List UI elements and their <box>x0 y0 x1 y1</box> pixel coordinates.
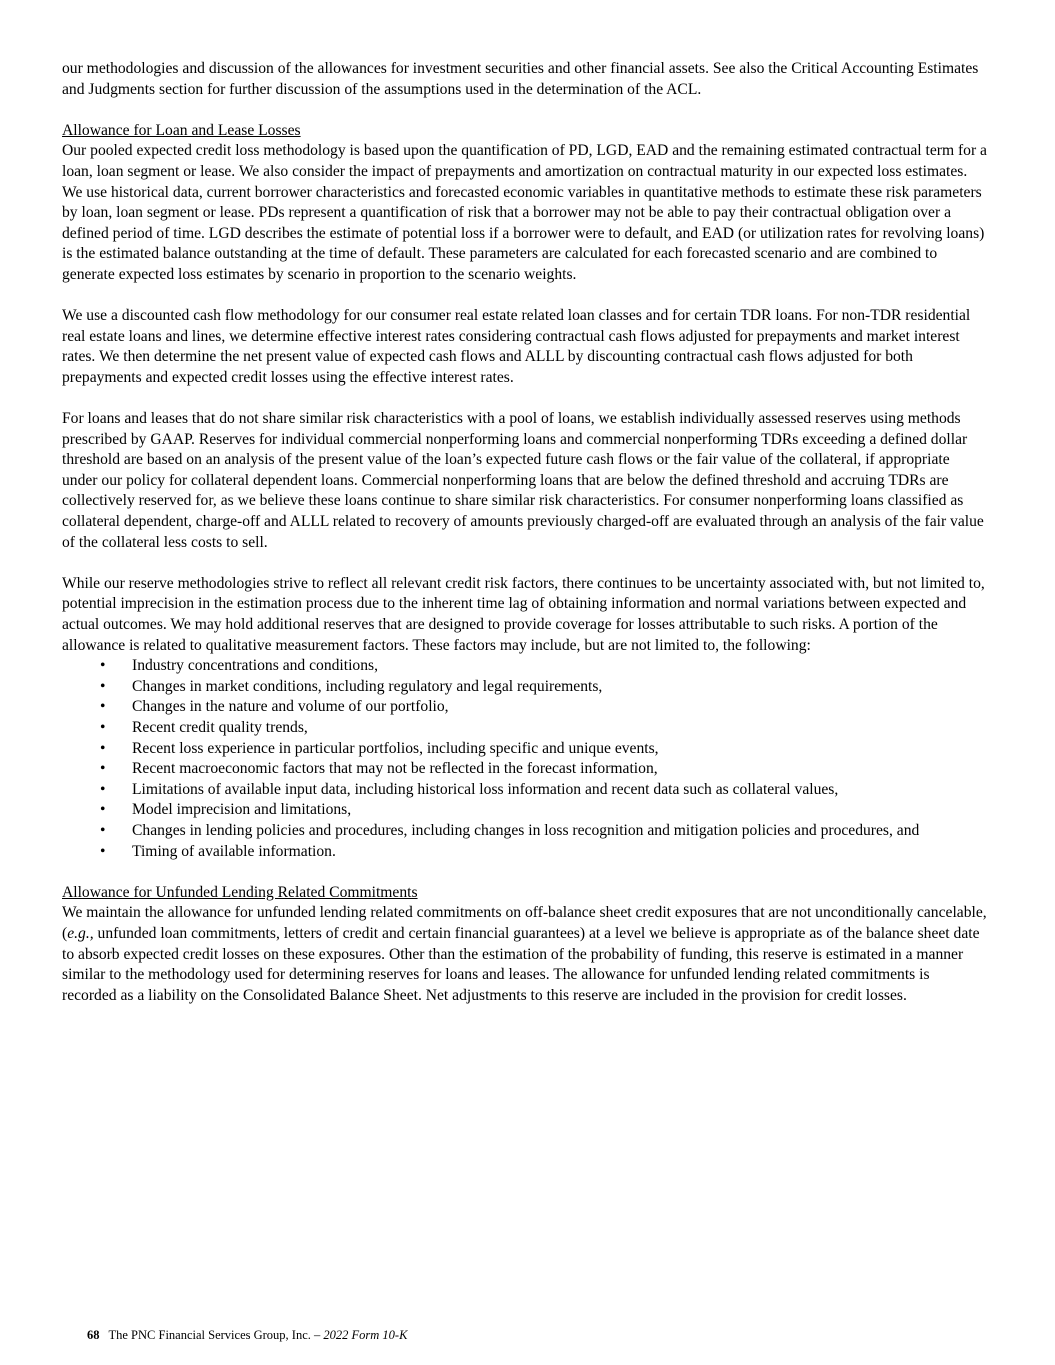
unfunded-text-start: We maintain the allowance for unfunded lending related commitments on off-balance sheet credit exposures that are not unconditionally cancelable, ( <box>62 904 987 942</box>
list-item-text: Recent loss experience in particular portfolios, including specific and unique events, <box>132 739 659 757</box>
unfunded-text-end: unfunded loan commitments, letters of credit and certain financial guarantees) at a level we believe is appropriate as of the balance sheet date to absorb expected credit losses on these exposures. Other than the estimation of the probability of funding, this reserve is estimated in a manner similar to the methodology used for determining reserves for loans and leases. The allowance for unfunded lending related commitments is recorded as a liability on the Consolidated Balance Sheet. Net adjustments to this reserve are included in the provision for credit losses. <box>62 924 980 1004</box>
bullet-icon: • <box>100 739 106 757</box>
list-item <box>62 759 987 780</box>
unfunded-paragraph <box>62 903 987 1006</box>
list-item-text: Industry concentrations and conditions, <box>132 657 378 675</box>
bullet-icon: • <box>100 657 106 675</box>
bullet-icon: • <box>100 821 106 839</box>
list-item <box>62 697 987 718</box>
page-footer <box>87 1327 407 1343</box>
list-item-text: Changes in market conditions, including regulatory and legal requirements, <box>132 677 603 695</box>
list-item-text: Limitations of available input data, including historical loss information and recent data such as collateral values, <box>132 780 839 798</box>
page-number: 68 <box>87 1328 100 1342</box>
list-item <box>62 718 987 739</box>
alll-paragraph-4: While our reserve methodologies strive to reflect all relevant credit risk factors, there continues to be uncertainty associated with, but not limited to, potential imprecision in the estimation process due to the inherent time lag of obtaining information and normal variations between expected and actual outcomes. We may hold additional reserves that are designed to provide coverage for losses attributable to such risks. A portion of the allowance is related to qualitative measurement factors. These factors may include, but are not limited to, the following: <box>62 574 985 654</box>
bullet-icon: • <box>100 780 106 798</box>
list-item-text: Changes in lending policies and procedures, including changes in loss recognition and mitigation policies and procedures, and <box>132 821 920 839</box>
list-item <box>62 677 987 698</box>
bullet-icon: • <box>100 842 106 860</box>
list-item <box>62 842 987 863</box>
bullet-icon: • <box>100 677 106 695</box>
footer-form: 2022 Form 10-K <box>323 1328 408 1342</box>
alll-heading: Allowance for Loan and Lease Losses <box>62 121 301 139</box>
alll-paragraph-3: For loans and leases that do not share similar risk characteristics with a pool of loans, we establish individually assessed reserves using methods prescribed by GAAP. Reserves for individual commercial nonperforming loans and commercial nonperforming TDRs exceeding a defined dollar threshold are based on an analysis of the present value of the loan’s expected future cash flows or the fair value of the collateral, if appropriate under our policy for collateral dependent loans. Commercial nonperforming loans that are below the defined threshold and accruing TDRs are collectively reserved for, as we believe these loans continue to share similar risk characteristics. For consumer nonperforming loans classified as collateral dependent, charge-off and ALLL related to recovery of amounts previously charged-off are evaluated through an analysis of the fair value of the collateral less costs to sell. <box>62 410 984 551</box>
list-item-text: Changes in the nature and volume of our portfolio, <box>132 698 449 716</box>
unfunded-heading: Allowance for Unfunded Lending Related Commitments <box>62 883 418 901</box>
list-item <box>62 800 987 821</box>
bullet-icon: • <box>100 760 106 778</box>
eg-abbreviation: e.g., <box>67 924 94 942</box>
list-item <box>62 739 987 760</box>
qualitative-factors-list <box>62 656 987 862</box>
list-item-text: Recent credit quality trends, <box>132 719 308 736</box>
list-item <box>62 780 987 801</box>
list-item-text: Model imprecision and limitations, <box>132 801 352 819</box>
document-page <box>62 59 987 1027</box>
alll-paragraph-2: We use a discounted cash flow methodology for our consumer real estate related loan classes and for certain TDR loans. For non-TDR residential real estate loans and lines, we determine effective interest rates considering contractual cash flows adjusted for prepayments and market interest rates. We then determine the net present value of expected cash flows and ALLL by discounting contractual cash flows adjusted for both prepayments and expected credit losses using the effective interest rates. <box>62 307 971 386</box>
list-item-text: Recent macroeconomic factors that may not be reflected in the forecast information, <box>132 760 658 778</box>
bullet-icon: • <box>100 801 106 819</box>
unfunded-section <box>62 883 987 1007</box>
bullet-icon: • <box>100 719 106 736</box>
footer-company: The PNC Financial Services Group, Inc. – <box>108 1328 324 1342</box>
alll-paragraph-1: Our pooled expected credit loss methodology is based upon the quantification of PD, LGD, EAD and the remaining estimated contractual term for a loan, loan segment or lease. We also consider the impact of prepayments and amortization on contractual maturity in our expected loss estimates. We use historical data, current borrower characteristics and forecasted economic variables in quantitative methods to estimate these risk parameters by loan, loan segment or lease. PDs represent a quantification of risk that a borrower may not be able to pay their contractual obligation over a defined period of time. LGD describes the estimate of potential loss if a borrower were to default, and EAD (or utilization rates for revolving loans) is the estimated balance outstanding at the time of default. These parameters are calculated for each forecasted scenario and are combined to generate expected loss estimates by scenario in proportion to the scenario weights. <box>62 142 987 283</box>
list-item <box>62 821 987 842</box>
alll-section <box>62 121 987 862</box>
bullet-icon: • <box>100 698 106 716</box>
list-item <box>62 656 987 677</box>
list-item-text: Timing of available information. <box>132 842 336 860</box>
intro-paragraph: our methodologies and discussion of the allowances for investment securities and other financial assets. See also the Critical Accounting Estimates and Judgments section for further discussion of the assumptions used in the determination of the ACL. <box>62 60 979 98</box>
